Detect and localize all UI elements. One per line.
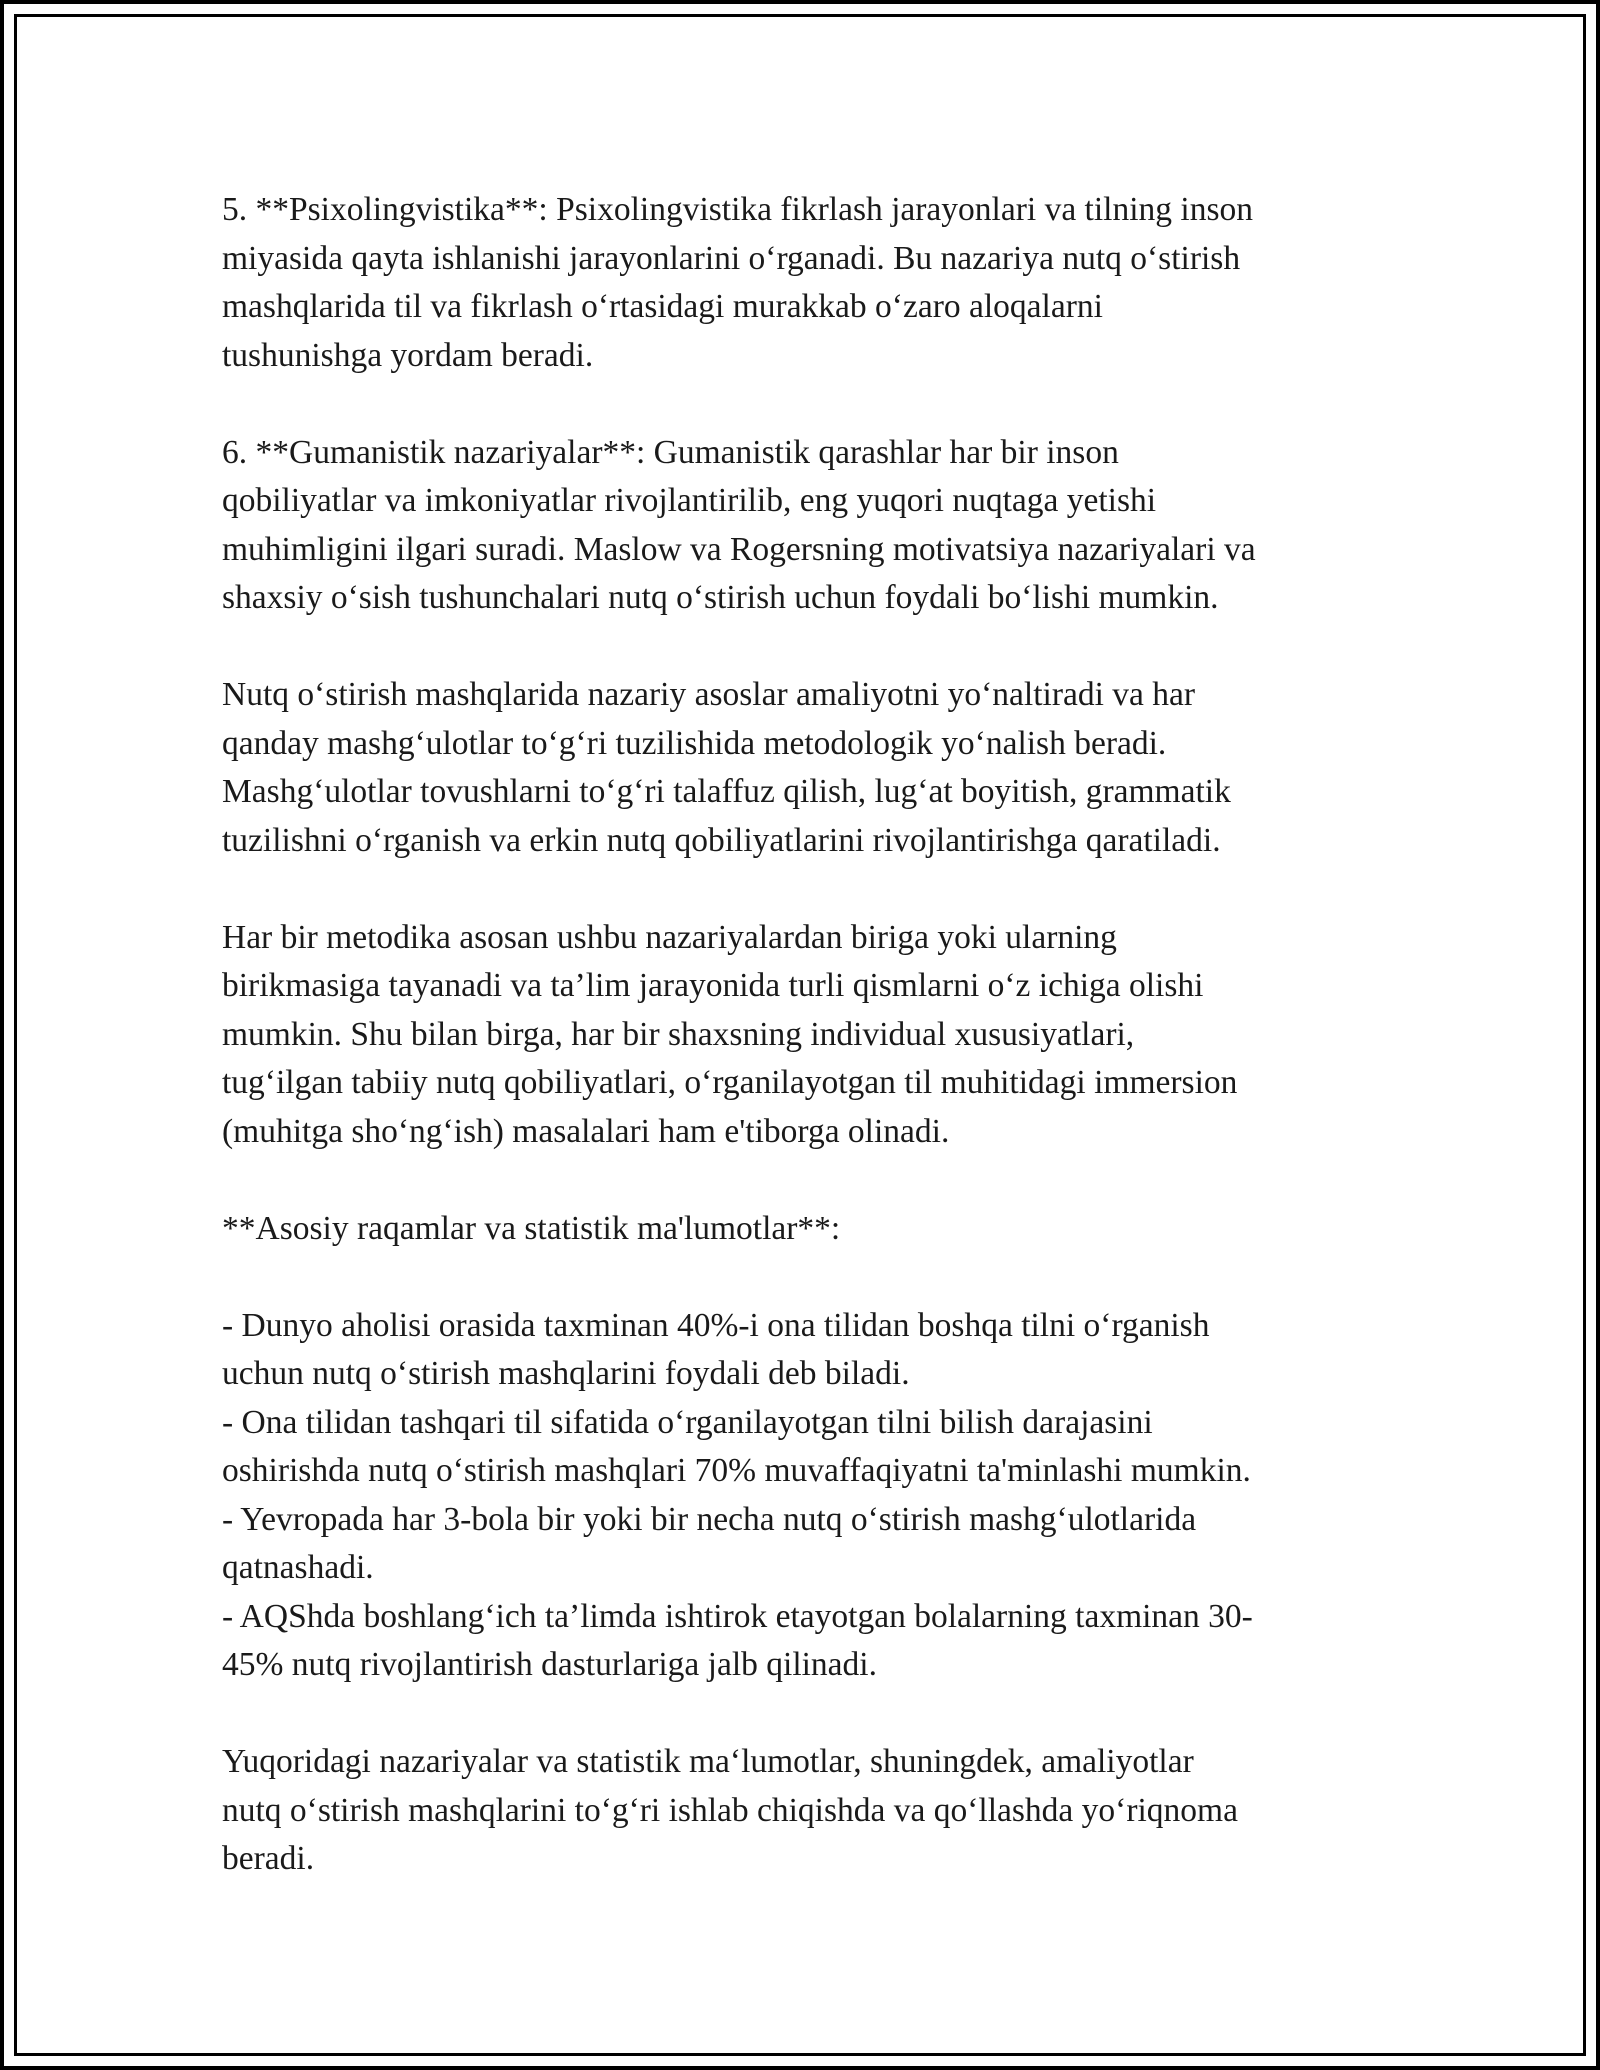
text-line: miyasida qayta ishlanishi jarayonlarini o‘rganadi. Bu nazariya nutq o‘stirish <box>222 239 1241 277</box>
text-line: Mashg‘ulotlar tovushlarni to‘g‘ri talaffuz qilish, lug‘at boyitish, grammatik <box>222 773 1231 810</box>
text-line: 6. **Gumanistik nazariyalar**: Gumanistik qarashlar har bir inson <box>222 433 1119 471</box>
text-line: shaxsiy o‘sish tushunchalari nutq o‘stirish uchun foydali bo‘lishi mumkin. <box>222 579 1219 616</box>
text-line: (muhitga sho‘ng‘ish) masalalari ham e'tiborga olinadi. <box>222 1112 950 1150</box>
text-line: mashqlarida til va fikrlash o‘rtasidagi murakkab o‘zaro aloqalarni <box>222 288 1103 325</box>
paragraph-metodika <box>222 914 1382 1157</box>
list-item-line: - Dunyo aholisi orasida taxminan 40%-i ona tilidan boshqa tilni o‘rganish <box>222 1306 1210 1344</box>
paragraph-statistics-heading <box>222 1205 1382 1254</box>
list-item-line: - AQShda boshlang‘ich ta’limda ishtirok etayotgan bolalarning taxminan 30- <box>222 1597 1253 1635</box>
list-item-line: 45% nutq rivojlantirish dasturlariga jalb qilinadi. <box>222 1646 877 1683</box>
statistics-list <box>222 1302 1382 1690</box>
text-line: muhimligini ilgari suradi. Maslow va Rogersning motivatsiya nazariyalari va <box>222 530 1256 568</box>
paragraph-gumanistik <box>222 429 1382 623</box>
text-line: mumkin. Shu bilan birga, har bir shaxsning individual xususiyatlari, <box>222 1015 1135 1053</box>
text-line: qobiliyatlar va imkoniyatlar rivojlantirilib, eng yuqori nuqtaga yetishi <box>222 482 1157 519</box>
list-item-line: uchun nutq o‘stirish mashqlarini foydali deb biladi. <box>222 1355 910 1392</box>
text-line: tushunishga yordam beradi. <box>222 336 594 374</box>
list-item-line: qatnashadi. <box>222 1549 374 1586</box>
text-line: birikmasiga tayanadi va ta’lim jarayonida turli qismlarni o‘z ichiga olishi <box>222 967 1204 1004</box>
list-item-line: - Ona tilidan tashqari til sifatida o‘rganilayotgan tilni bilish darajasini <box>222 1403 1153 1441</box>
text-line: beradi. <box>222 1840 315 1877</box>
section-heading: **Asosiy raqamlar va statistik ma'lumotlar**: <box>222 1209 841 1247</box>
text-line: 5. **Psixolingvistika**: Psixolingvistika fikrlash jarayonlari va tilning inson <box>222 191 1254 228</box>
paragraph-nazariy-asoslar <box>222 671 1382 865</box>
text-line: Nutq o‘stirish mashqlarida nazariy asoslar amaliyotni yo‘naltiradi va har <box>222 676 1196 713</box>
paragraph-conclusion <box>222 1738 1382 1884</box>
text-line: tuzilishni o‘rganish va erkin nutq qobiliyatlarini rivojlantirishga qaratiladi. <box>222 821 1221 859</box>
document-body <box>222 186 1382 1884</box>
list-item-line: - Yevropada har 3-bola bir yoki bir necha nutq o‘stirish mashg‘ulotlarida <box>222 1500 1197 1538</box>
paragraph-psixolingvistika <box>222 186 1382 380</box>
text-line: nutq o‘stirish mashqlarini to‘g‘ri ishlab chiqishda va qo‘llashda yo‘riqnoma <box>222 1791 1238 1829</box>
list-item-line: oshirishda nutq o‘stirish mashqlari 70% muvaffaqiyatni ta'minlashi mumkin. <box>222 1452 1251 1489</box>
text-line: qanday mashg‘ulotlar to‘g‘ri tuzilishida metodologik yo‘nalish beradi. <box>222 724 1167 762</box>
text-line: tug‘ilgan tabiiy nutq qobiliyatlari, o‘rganilayotgan til muhitidagi immersion <box>222 1064 1238 1101</box>
text-line: Har bir metodika asosan ushbu nazariyalardan biriga yoki ularning <box>222 918 1117 956</box>
text-line: Yuqoridagi nazariyalar va statistik ma‘lumotlar, shuningdek, amaliyotlar <box>222 1743 1194 1780</box>
